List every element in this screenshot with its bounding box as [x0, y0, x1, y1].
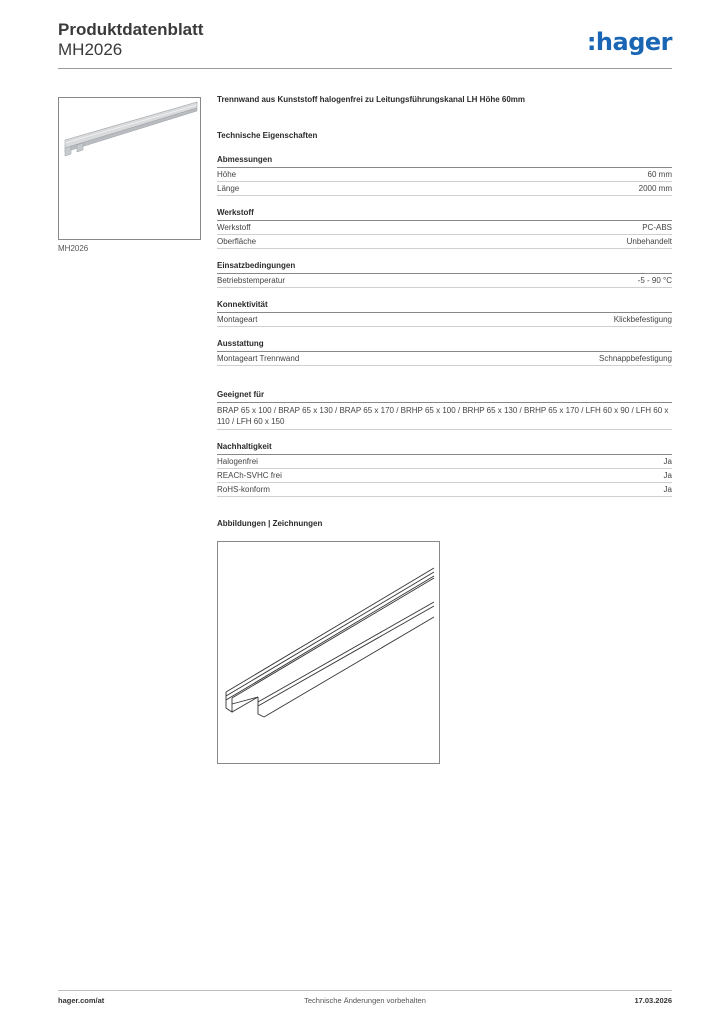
technical-drawing	[217, 541, 440, 764]
spec-label: Höhe	[217, 170, 237, 179]
spec-value: Ja	[663, 471, 672, 480]
group-connectivity	[217, 300, 672, 327]
spec-row	[217, 469, 672, 483]
group-operating-conditions	[217, 261, 672, 288]
spec-value: Ja	[663, 457, 672, 466]
spec-value: PC-ABS	[642, 223, 672, 232]
group-dimensions	[217, 155, 672, 196]
spec-label: Werkstoff	[217, 223, 251, 232]
footer-date: 17.03.2026	[634, 996, 672, 1005]
spec-label: Betriebstemperatur	[217, 276, 286, 285]
spec-label: Länge	[217, 184, 240, 193]
group-material	[217, 208, 672, 249]
spec-row	[217, 221, 672, 235]
product-code: MH2026	[58, 40, 123, 59]
group-title: Abmessungen	[217, 155, 672, 168]
spec-value: Schnappbefestigung	[599, 354, 672, 363]
spec-value: 60 mm	[647, 170, 672, 179]
drawings-heading-block	[217, 519, 672, 531]
group-equipment	[217, 339, 672, 366]
partition-thumbnail-image	[59, 98, 200, 239]
spec-row	[217, 168, 672, 182]
spec-label: Halogenfrei	[217, 457, 258, 466]
product-details	[217, 95, 672, 531]
spec-label: RoHS-konform	[217, 485, 270, 494]
page-header	[58, 20, 672, 70]
spec-value: -5 - 90 °C	[637, 276, 672, 285]
document-title: Produktdatenblatt	[58, 20, 204, 39]
partition-line-drawing	[218, 542, 439, 763]
spec-label: Oberfläche	[217, 237, 257, 246]
spec-row	[217, 235, 672, 249]
spec-value: Unbehandelt	[626, 237, 672, 246]
suitable-for-list: BRAP 65 x 100 / BRAP 65 x 130 / BRAP 65 x 170 / BRHP 65 x 100 / BRHP 65 x 130 / BRHP 65 x 170 / LFH 60 x 90 / LFH 60 x 110 / LFH 60 x 150	[217, 403, 672, 430]
footer-notice: Technische Änderungen vorbehalten	[304, 996, 426, 1005]
spec-label: Montageart	[217, 315, 258, 324]
thumbnail-caption: MH2026	[58, 244, 89, 253]
group-title: Konnektivität	[217, 300, 672, 313]
spec-row	[217, 483, 672, 497]
spec-row	[217, 313, 672, 327]
spec-value: Klickbefestigung	[613, 315, 672, 324]
group-suitable-for	[217, 390, 672, 430]
group-title: Werkstoff	[217, 208, 672, 221]
spec-row	[217, 274, 672, 288]
spec-row	[217, 182, 672, 196]
group-title: Nachhaltigkeit	[217, 442, 672, 455]
spec-label: REACh-SVHC frei	[217, 471, 282, 480]
drawings-heading: Abbildungen | Zeichnungen	[217, 519, 323, 528]
page-footer	[58, 996, 672, 1010]
group-title: Geeignet für	[217, 390, 672, 403]
spec-row	[217, 352, 672, 366]
spec-label: Montageart Trennwand	[217, 354, 300, 363]
header-divider	[58, 68, 672, 69]
spec-value: 2000 mm	[638, 184, 672, 193]
group-title: Ausstattung	[217, 339, 672, 352]
product-thumbnail	[58, 97, 201, 240]
technical-properties-heading: Technische Eigenschaften	[217, 131, 318, 140]
spec-value: Ja	[663, 485, 672, 494]
hager-logo: :hager	[586, 28, 672, 56]
product-description: Trennwand aus Kunststoff halogenfrei zu Leitungsführungskanal LH Höhe 60mm	[217, 95, 526, 104]
website-link[interactable]: hager.com/at	[58, 996, 105, 1005]
group-title: Einsatzbedingungen	[217, 261, 672, 274]
group-sustainability	[217, 442, 672, 497]
footer-divider	[58, 990, 672, 991]
spec-row	[217, 455, 672, 469]
